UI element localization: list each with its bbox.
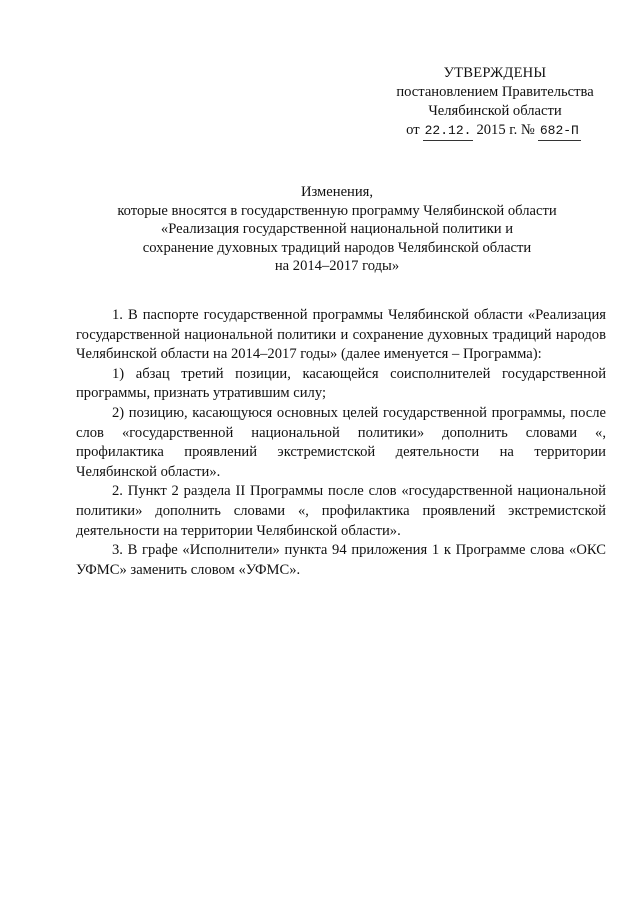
document-title	[60, 183, 614, 276]
title-line-5: на 2014–2017 годы»	[274, 258, 400, 274]
date-prefix: от	[406, 122, 420, 138]
paragraph-1: 1. В паспорте государственной программы Челябинской области «Реализация государственной национальной политики и сохранение духовных традиций народов Челябинской области на 2014–2017 годы» (далее именуется – Программа):	[76, 307, 606, 363]
approval-line-2: Челябинской области	[428, 103, 562, 119]
title-line-1: Изменения,	[300, 184, 374, 200]
resolution-number: 682-П	[538, 121, 581, 141]
approval-heading: УТВЕРЖДЕНЫ	[443, 65, 547, 81]
paragraph-1-1: 1) абзац третий позиции, касающейся соисполнителей государственной программы, признать утратившим силу;	[76, 365, 606, 402]
date-value: 22.12.	[423, 121, 474, 141]
title-line-3: «Реализация государственной национальной политики и	[160, 221, 514, 237]
approval-stamp	[382, 64, 608, 141]
document-body	[76, 306, 606, 580]
paragraph-1-2: 2) позицию, касающуюся основных целей государственной программы, после слов «государственной национальной политики» дополнить словами «, профилактика проявлений экстремистской деятельности на территории Челябинской области».	[76, 404, 606, 480]
approval-date-line	[382, 121, 608, 141]
title-line-2: которые вносятся в государственную программу Челябинской области	[117, 202, 557, 219]
year-text: 2015 г. №	[476, 122, 535, 138]
approval-line-1: постановлением Правительства	[396, 84, 594, 100]
paragraph-2: 2. Пункт 2 раздела II Программы после слов «государственной национальной политики» дополнить словами «, профилактика проявлений экстремистской деятельности на территории Челябинской области».	[76, 483, 606, 539]
title-line-4: сохранение духовных традиций народов Челябинской области	[142, 239, 532, 256]
paragraph-3: 3. В графе «Исполнители» пункта 94 приложения 1 к Программе слова «ОКС УФМС» заменить словом «УФМС».	[76, 542, 606, 578]
